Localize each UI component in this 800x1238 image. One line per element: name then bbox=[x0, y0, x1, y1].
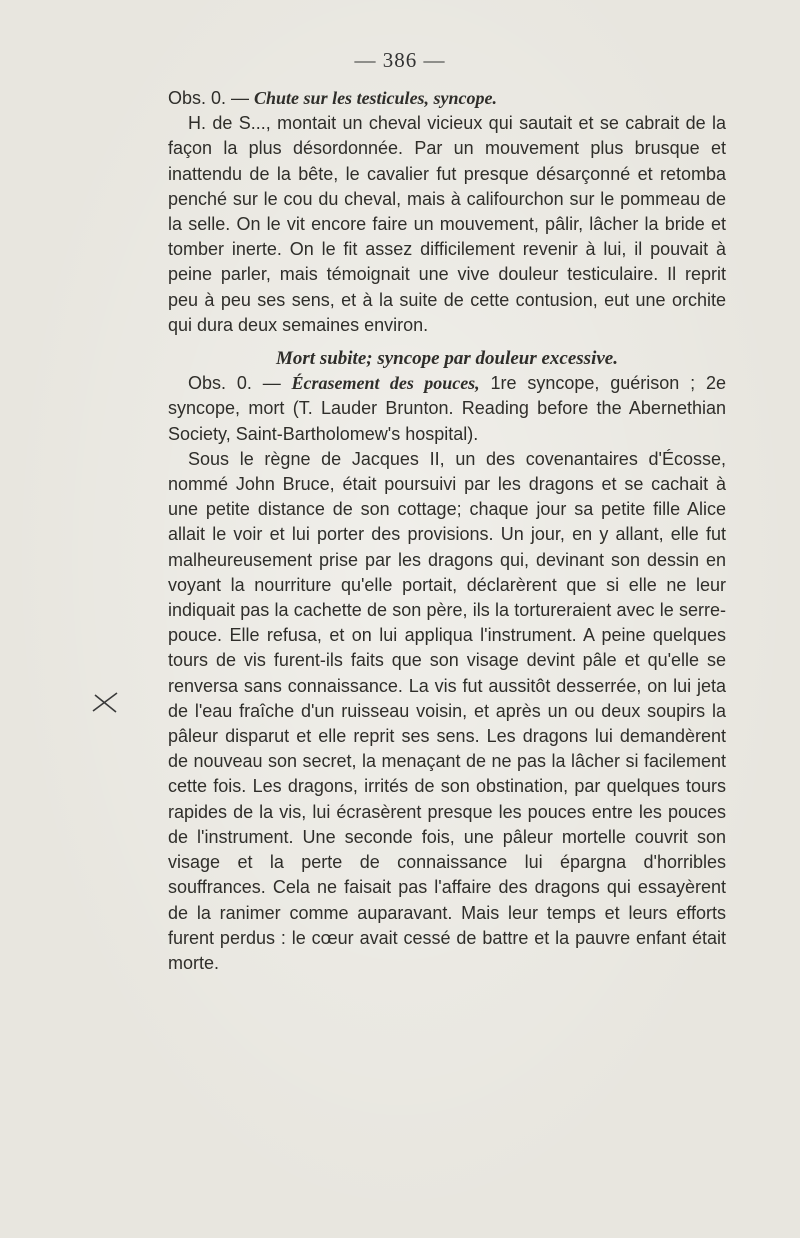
page-number: — 386 — bbox=[354, 48, 446, 72]
observation-1-body: H. de S..., montait un cheval vicieux qui sautait et se cabrait de la façon la plus désordonnée. Par un mouvement plus brusque et inattendu de la bête, le cavalier fut presque désarçonné et retomba penché sur le cou du cheval, mais à califourchon sur le pommeau de la selle. On le vit encore faire un mouvement, pâlir, lâcher la bride et tomber inerte. On le fit assez difficilement revenir à lui, il pouvait à peine parler, mais témoignait une vive douleur testiculaire. Il reprit peu à peu ses sens, et à la suite de cette contusion, eut une orchite qui dura deux semaines environ. bbox=[168, 113, 726, 335]
document-body bbox=[168, 86, 726, 976]
observation-2-title: Écrasement des pouces, bbox=[291, 373, 480, 394]
section-title: Mort subite; syncope par douleur excessive. bbox=[276, 348, 618, 370]
observation-1-title: Chute sur les testicules, syncope. bbox=[254, 88, 498, 108]
observation-2-heading bbox=[168, 371, 726, 447]
observation-1-lead: Obs. 0. — bbox=[168, 88, 255, 108]
observation-2-body: Sous le règne de Jacques II, un des covenantaires d'Écosse, nommé John Bruce, était poursuivi par les dragons et se cachait à une petite distance de son cottage; chaque jour sa petite fille Alice allait le voir et lui porter des provisions. Un jour, en y allant, elle fut malheureusement prise par les dragons qui, devinant son dessin en voyant la nourriture qu'elle portait, déclarèrent que si elle ne leur indiquait pas la cachette de son père, ils la tortureraient avec le serre-pouce. Elle refusa, et on lui appliqua l'instrument. A peine quelques tours de vis furent-ils faits que son visage devint pâle et qu'elle se renversa sans connaissance. La vis fut aussitôt desserrée, on lui jeta de l'eau fraîche d'un ruisseau voisin, et après un ou deux soupirs la pâleur disparut et elle reprit ses sens. Les dragons lui demandèrent de nouveau son secret, la menaçant de ne pas la lâcher si facilement cette fois. Les dragons, irrités de son obstination, par quelques tours rapides de la vis, lui écrasèrent presque les pouces entre les pouces de l'instrument. Une seconde fois, une pâleur mortelle couvrit son visage et la perte de connaissance lui épargna d'horribles souffrances. Cela ne faisait pas l'affaire des dragons qui essayèrent de la ranimer comme auparavant. Mais leur temps et leurs efforts furent perdus : le cœur avait cessé de battre et la pauvre enfant était morte. bbox=[168, 448, 726, 973]
margin-cross-mark bbox=[90, 691, 120, 713]
observation-2-lead: Obs. 0. — bbox=[188, 373, 292, 394]
observation-1-heading bbox=[168, 86, 726, 111]
observation-2-reference: 1re syncope, guérison ; 2e syncope, mort (T. Lauder Brunton. Reading before the Abernethian Society, Saint-Bartholomew's hospital). bbox=[168, 373, 726, 444]
